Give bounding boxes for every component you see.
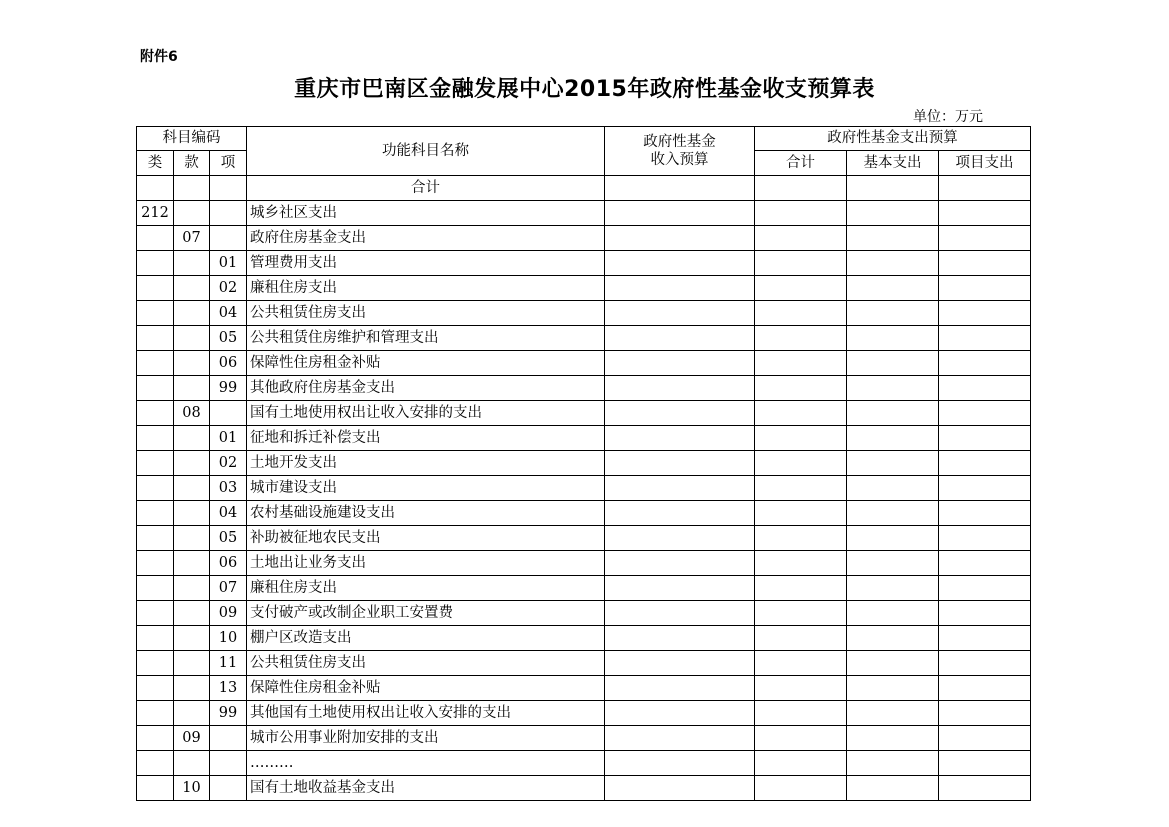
lei-code-cell [137,226,174,251]
basic-expenditure-cell [847,301,939,326]
function-name-cell: 公共租赁住房支出 [247,301,605,326]
expenditure-total-cell [755,601,847,626]
lei-code-cell: 212 [137,201,174,226]
lei-code-cell [137,626,174,651]
xiang-code-cell: 05 [210,326,247,351]
income-header-line1: 政府性基金 [643,134,716,150]
table-row [137,476,1031,501]
expenditure-total-cell [755,526,847,551]
project-expenditure-cell [939,276,1031,301]
project-expenditure-cell [939,401,1031,426]
lei-code-cell [137,376,174,401]
income-budget-cell [605,726,755,751]
project-expenditure-cell [939,426,1031,451]
kuan-header: 款 [174,151,210,176]
total-xiang-cell [210,176,247,201]
income-budget-cell [605,601,755,626]
project-expenditure-header: 项目支出 [939,151,1031,176]
lei-code-cell [137,701,174,726]
table-row [137,526,1031,551]
kuan-code-cell [174,276,210,301]
expenditure-total-cell [755,226,847,251]
expenditure-total-cell [755,426,847,451]
basic-expenditure-cell [847,676,939,701]
lei-code-cell [137,526,174,551]
basic-expenditure-cell [847,426,939,451]
income-budget-cell [605,576,755,601]
kuan-code-cell [174,551,210,576]
function-name-cell: 城市建设支出 [247,476,605,501]
income-budget-cell [605,751,755,776]
page-title: 重庆市巴南区金融发展中心2015年政府性基金收支预算表 [294,77,875,102]
function-name-cell: 支付破产或改制企业职工安置费 [247,601,605,626]
budget-table [136,126,1031,801]
kuan-code-cell [174,351,210,376]
basic-expenditure-cell [847,326,939,351]
income-budget-cell [605,701,755,726]
expenditure-total-cell [755,551,847,576]
function-name-cell: 保障性住房租金补贴 [247,676,605,701]
expenditure-total-cell [755,351,847,376]
income-budget-cell [605,426,755,451]
basic-expenditure-cell [847,526,939,551]
expenditure-total-cell [755,726,847,751]
function-name-header: 功能科目名称 [247,127,605,176]
expenditure-total-cell [755,576,847,601]
function-name-cell: 土地开发支出 [247,451,605,476]
kuan-code-cell [174,576,210,601]
income-budget-cell [605,326,755,351]
income-budget-cell [605,351,755,376]
table-row [137,501,1031,526]
table-row [137,776,1031,801]
kuan-code-cell [174,601,210,626]
xiang-code-cell [210,201,247,226]
total-income-cell [605,176,755,201]
income-budget-cell [605,501,755,526]
lei-code-cell [137,351,174,376]
lei-code-cell [137,576,174,601]
project-expenditure-cell [939,376,1031,401]
table-row [137,676,1031,701]
lei-code-cell [137,251,174,276]
table-row [137,751,1031,776]
xiang-code-cell: 11 [210,651,247,676]
lei-header: 类 [137,151,174,176]
expenditure-total-cell [755,376,847,401]
project-expenditure-cell [939,551,1031,576]
total-basic-cell [847,176,939,201]
expenditure-total-cell [755,451,847,476]
xiang-header: 项 [210,151,247,176]
lei-code-cell [137,601,174,626]
lei-code-cell [137,276,174,301]
xiang-code-cell: 99 [210,376,247,401]
table-row [137,251,1031,276]
expenditure-total-cell [755,326,847,351]
kuan-code-cell [174,701,210,726]
project-expenditure-cell [939,676,1031,701]
function-name-cell: 廉租住房支出 [247,576,605,601]
kuan-code-cell [174,426,210,451]
table-row [137,701,1031,726]
xiang-code-cell: 07 [210,576,247,601]
header-row-1 [137,127,1031,151]
lei-code-cell [137,751,174,776]
basic-expenditure-cell [847,601,939,626]
attachment-label: 附件6 [140,49,178,65]
kuan-code-cell: 07 [174,226,210,251]
basic-expenditure-cell [847,751,939,776]
xiang-code-cell [210,401,247,426]
unit-label: 单位：万元 [913,109,983,125]
expenditure-total-cell [755,676,847,701]
xiang-code-cell: 06 [210,351,247,376]
income-budget-cell [605,376,755,401]
kuan-code-cell [174,376,210,401]
project-expenditure-cell [939,626,1031,651]
expenditure-total-cell [755,701,847,726]
project-expenditure-cell [939,701,1031,726]
lei-code-cell [137,551,174,576]
xiang-code-cell: 05 [210,526,247,551]
xiang-code-cell: 03 [210,476,247,501]
kuan-code-cell [174,651,210,676]
project-expenditure-cell [939,776,1031,801]
kuan-code-cell [174,326,210,351]
xiang-code-cell: 04 [210,301,247,326]
project-expenditure-cell [939,601,1031,626]
kuan-code-cell [174,201,210,226]
table-row [137,551,1031,576]
kuan-code-cell [174,626,210,651]
expenditure-total-cell [755,751,847,776]
basic-expenditure-cell [847,726,939,751]
function-name-cell: ……… [247,751,605,776]
function-name-cell: 城市公用事业附加安排的支出 [247,726,605,751]
table-row [137,226,1031,251]
basic-expenditure-cell [847,501,939,526]
total-sum-cell [755,176,847,201]
project-expenditure-cell [939,501,1031,526]
expenditure-total-cell [755,251,847,276]
expenditure-total-cell [755,651,847,676]
function-name-cell: 公共租赁住房支出 [247,651,605,676]
function-name-cell: 土地出让业务支出 [247,551,605,576]
kuan-code-cell [174,501,210,526]
income-budget-cell [605,226,755,251]
project-expenditure-cell [939,476,1031,501]
basic-expenditure-cell [847,376,939,401]
project-expenditure-cell [939,326,1031,351]
project-expenditure-cell [939,526,1031,551]
basic-expenditure-cell [847,401,939,426]
table-row [137,426,1031,451]
lei-code-cell [137,676,174,701]
function-name-cell: 其他政府住房基金支出 [247,376,605,401]
basic-expenditure-cell [847,276,939,301]
table-row [137,726,1031,751]
table-row [137,451,1031,476]
income-budget-cell [605,276,755,301]
lei-code-cell [137,451,174,476]
xiang-code-cell: 02 [210,451,247,476]
expenditure-total-cell [755,776,847,801]
basic-expenditure-cell [847,451,939,476]
lei-code-cell [137,476,174,501]
total-row [137,176,1031,201]
income-budget-cell [605,676,755,701]
income-budget-cell [605,251,755,276]
lei-code-cell [137,651,174,676]
xiang-code-cell [210,726,247,751]
kuan-code-cell: 10 [174,776,210,801]
lei-code-cell [137,426,174,451]
project-expenditure-cell [939,226,1031,251]
kuan-code-cell: 08 [174,401,210,426]
kuan-code-cell [174,451,210,476]
table-row [137,276,1031,301]
expenditure-total-cell [755,476,847,501]
expenditure-total-cell [755,401,847,426]
total-lei-cell [137,176,174,201]
xiang-code-cell: 99 [210,701,247,726]
xiang-code-cell [210,751,247,776]
basic-expenditure-cell [847,651,939,676]
basic-expenditure-cell [847,351,939,376]
basic-expenditure-cell [847,251,939,276]
function-name-cell: 政府住房基金支出 [247,226,605,251]
income-budget-cell [605,651,755,676]
function-name-cell: 补助被征地农民支出 [247,526,605,551]
basic-expenditure-cell [847,201,939,226]
lei-code-cell [137,501,174,526]
basic-expenditure-cell [847,626,939,651]
table-row [137,601,1031,626]
kuan-code-cell [174,676,210,701]
project-expenditure-cell [939,351,1031,376]
project-expenditure-cell [939,576,1031,601]
function-name-cell: 农村基础设施建设支出 [247,501,605,526]
expenditure-total-cell [755,626,847,651]
lei-code-cell [137,401,174,426]
total-label: 合计 [247,176,605,201]
table-row [137,201,1031,226]
basic-expenditure-header: 基本支出 [847,151,939,176]
income-budget-cell [605,776,755,801]
table-row [137,301,1031,326]
kuan-code-cell: 09 [174,726,210,751]
table-row [137,351,1031,376]
total-kuan-cell [174,176,210,201]
lei-code-cell [137,326,174,351]
xiang-code-cell: 13 [210,676,247,701]
xiang-code-cell: 10 [210,626,247,651]
function-name-cell: 公共租赁住房维护和管理支出 [247,326,605,351]
kuan-code-cell [174,251,210,276]
function-name-cell: 保障性住房租金补贴 [247,351,605,376]
project-expenditure-cell [939,451,1031,476]
function-name-cell: 征地和拆迁补偿支出 [247,426,605,451]
income-budget-cell [605,451,755,476]
income-budget-header [605,127,755,176]
project-expenditure-cell [939,751,1031,776]
income-budget-cell [605,401,755,426]
basic-expenditure-cell [847,701,939,726]
total-project-cell [939,176,1031,201]
income-budget-cell [605,626,755,651]
basic-expenditure-cell [847,776,939,801]
table-row [137,626,1031,651]
income-budget-cell [605,301,755,326]
xiang-code-cell: 02 [210,276,247,301]
xiang-code-cell [210,226,247,251]
function-name-cell: 国有土地使用权出让收入安排的支出 [247,401,605,426]
kuan-code-cell [174,301,210,326]
income-header-line2: 收入预算 [650,152,709,168]
expenditure-total-cell [755,276,847,301]
lei-code-cell [137,776,174,801]
function-name-cell: 城乡社区支出 [247,201,605,226]
xiang-code-cell: 04 [210,501,247,526]
table-row [137,401,1031,426]
subject-code-header: 科目编码 [137,127,247,151]
expenditure-budget-header: 政府性基金支出预算 [755,127,1031,151]
xiang-code-cell: 01 [210,251,247,276]
project-expenditure-cell [939,301,1031,326]
income-budget-cell [605,476,755,501]
expenditure-total-header: 合计 [755,151,847,176]
project-expenditure-cell [939,726,1031,751]
function-name-cell: 棚户区改造支出 [247,626,605,651]
basic-expenditure-cell [847,551,939,576]
project-expenditure-cell [939,201,1031,226]
lei-code-cell [137,301,174,326]
kuan-code-cell [174,526,210,551]
expenditure-total-cell [755,501,847,526]
income-budget-cell [605,551,755,576]
function-name-cell: 廉租住房支出 [247,276,605,301]
income-budget-cell [605,526,755,551]
income-budget-cell [605,201,755,226]
function-name-cell: 其他国有土地使用权出让收入安排的支出 [247,701,605,726]
expenditure-total-cell [755,201,847,226]
basic-expenditure-cell [847,476,939,501]
xiang-code-cell: 06 [210,551,247,576]
lei-code-cell [137,726,174,751]
table-row [137,576,1031,601]
table-row [137,651,1031,676]
basic-expenditure-cell [847,576,939,601]
table-row [137,326,1031,351]
xiang-code-cell [210,776,247,801]
kuan-code-cell [174,476,210,501]
kuan-code-cell [174,751,210,776]
expenditure-total-cell [755,301,847,326]
project-expenditure-cell [939,651,1031,676]
function-name-cell: 国有土地收益基金支出 [247,776,605,801]
table-row [137,376,1031,401]
project-expenditure-cell [939,251,1031,276]
xiang-code-cell: 01 [210,426,247,451]
xiang-code-cell: 09 [210,601,247,626]
function-name-cell: 管理费用支出 [247,251,605,276]
basic-expenditure-cell [847,226,939,251]
